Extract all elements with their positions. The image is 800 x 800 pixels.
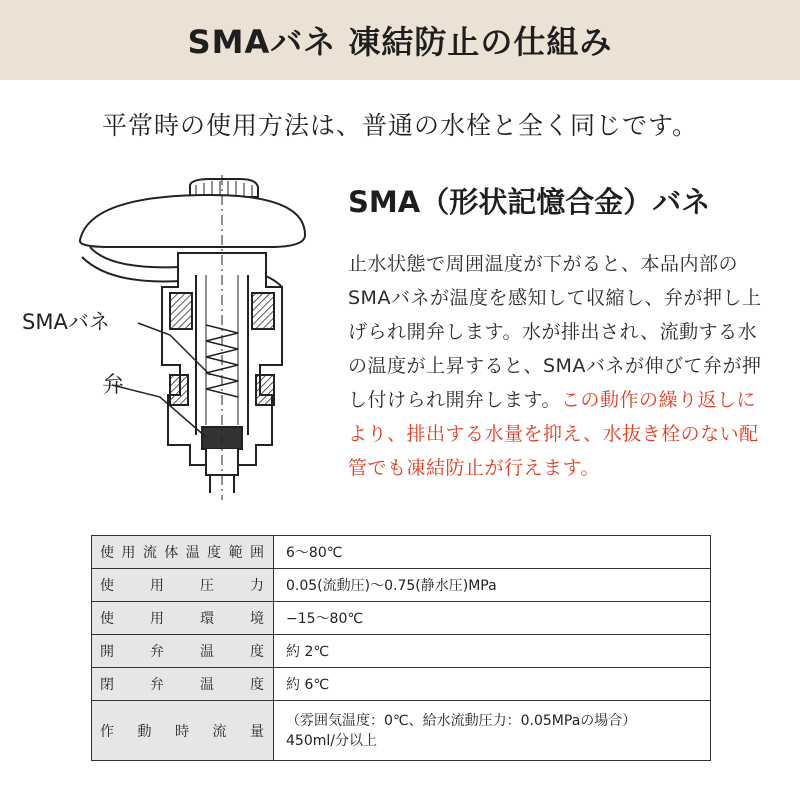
label-sma-spring: SMAバネ (22, 310, 110, 334)
spec-value: 約 2℃ (274, 635, 711, 668)
spec-value-condition: （雰囲気温度：0℃、給水流動圧力：0.05MPaの場合） (286, 712, 637, 729)
description-text: 止水状態で周囲温度が下がると、本品内部のSMAバネが温度を感知して収縮し、弁が押し上げられ開弁します。水が排出され、流動する水の温度が上昇すると、SMAバネが伸びて弁が押し付けられ開弁します。 (348, 253, 762, 411)
valve-diagram (20, 175, 320, 505)
table-row (92, 635, 711, 668)
description (348, 247, 763, 485)
spec-table (91, 535, 711, 761)
table-row (92, 569, 711, 602)
table-row (92, 668, 711, 701)
description-highlight: この動作の繰り返しにより、排出する水量を抑え、水抜き栓のない配管でも凍結防止が行えます。 (348, 389, 759, 479)
section-heading: SMA（形状記憶合金）バネ (348, 185, 711, 219)
table-row (92, 602, 711, 635)
spec-value (274, 701, 711, 761)
spec-value-flow: 450ml/分以上 (286, 732, 377, 749)
spec-value: −15～80℃ (274, 602, 711, 635)
spec-value: 0.05(流動圧)～0.75(静水圧)MPa (274, 569, 711, 602)
subtitle: 平常時の使用方法は、普通の水栓と全く同じです。 (101, 111, 698, 140)
table-row (92, 701, 711, 761)
spec-value: 6～80℃ (274, 536, 711, 569)
label-valve: 弁 (102, 373, 125, 398)
page-title: SMAバネ 凍結防止の仕組み (187, 23, 613, 61)
spec-key: 開弁温度 (92, 635, 274, 668)
spec-key: 作動時流量 (92, 701, 274, 761)
spec-key: 使用流体温度範囲 (92, 536, 274, 569)
title-banner (0, 0, 800, 80)
spec-key: 閉弁温度 (92, 668, 274, 701)
spec-value: 約 6℃ (274, 668, 711, 701)
table-row (92, 536, 711, 569)
spec-key: 使用環境 (92, 602, 274, 635)
spec-key: 使用圧力 (92, 569, 274, 602)
